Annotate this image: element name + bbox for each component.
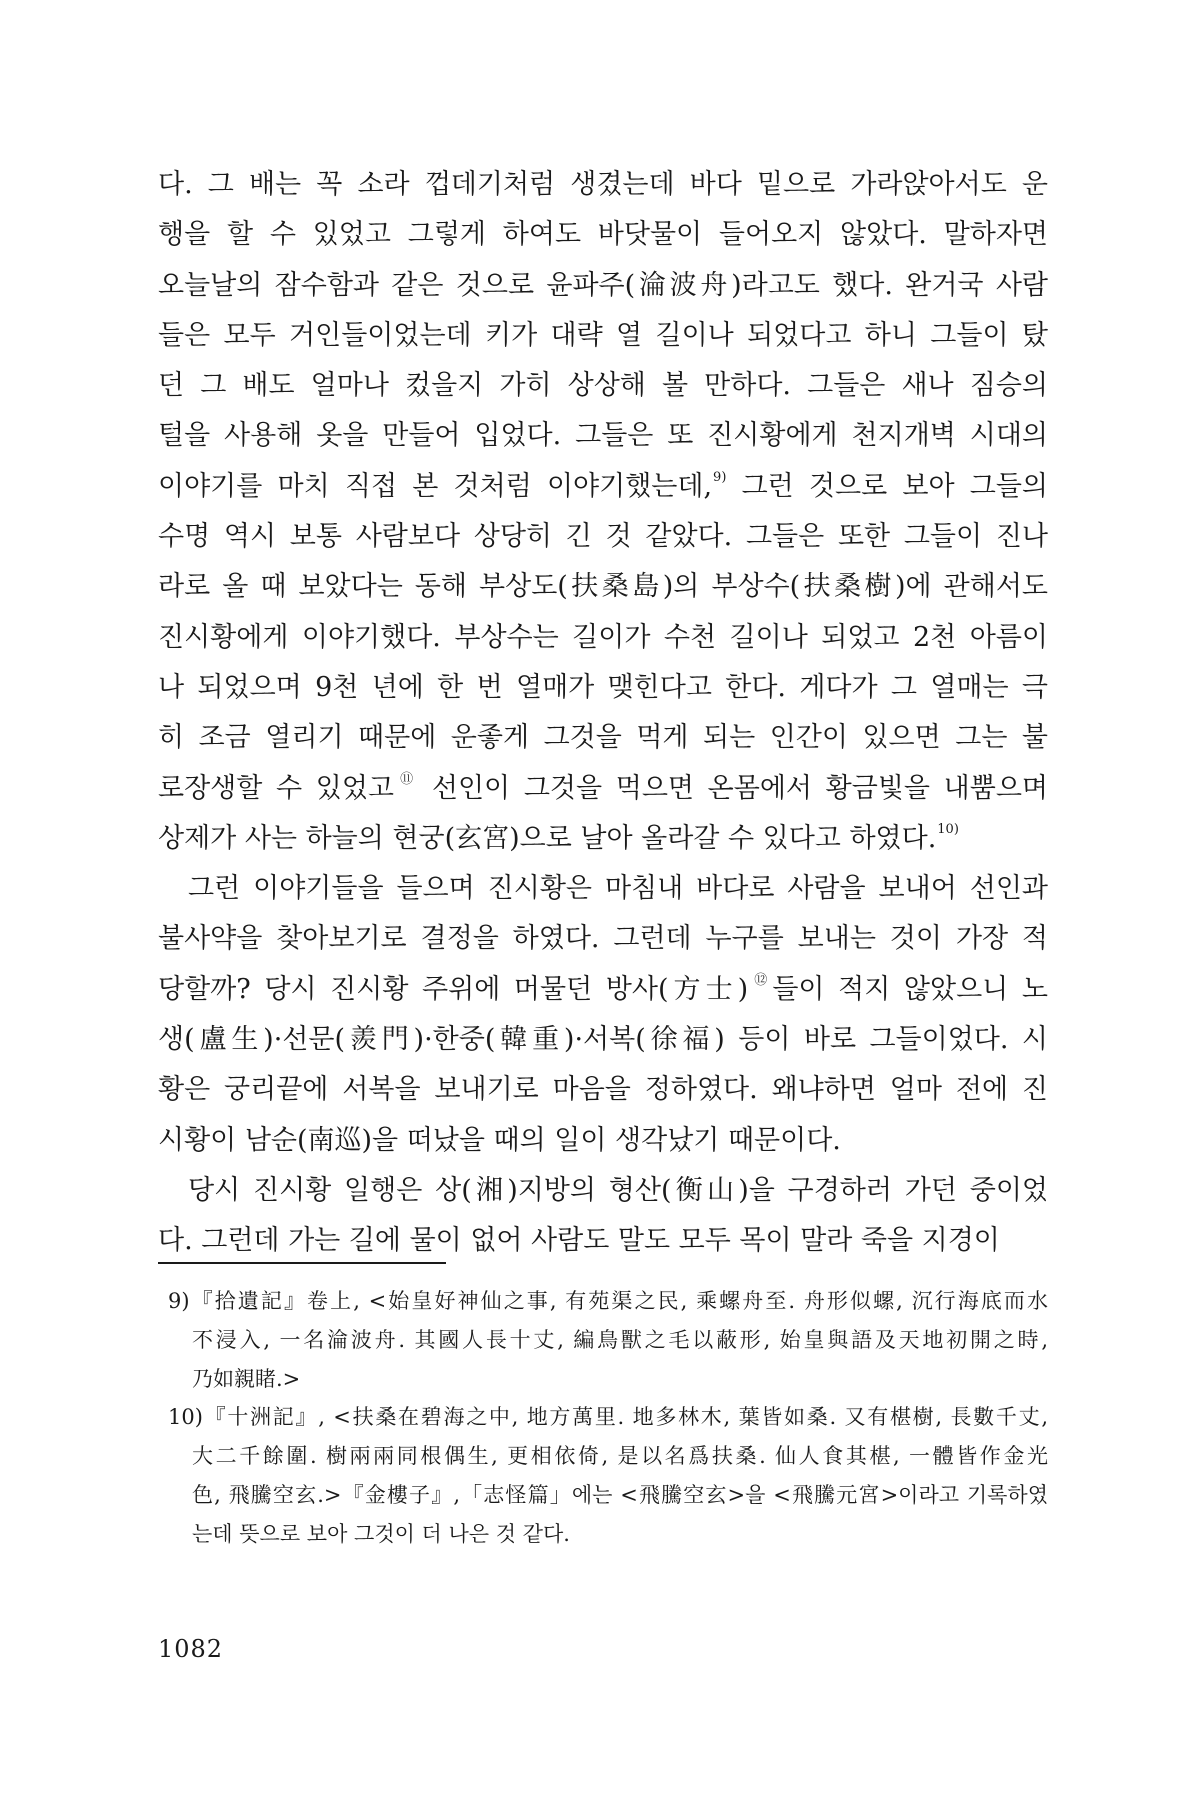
- footnote-line: 9)『拾遺記』卷上, <始皇好神仙之事, 有苑渠之民, 乘螺舟至. 舟形似螺, 沉行海底而水: [168, 1289, 1048, 1313]
- footnote: [158, 1398, 1048, 1553]
- text-line: 당시 진시황 일행은 상(湘)지방의 형산(衡山)을 구경하러 가던 중이었: [188, 1174, 1048, 1206]
- text-segment: 당할까? 당시 진시황 주위에 머물던 방사(方士): [158, 973, 749, 1005]
- text-line: 오늘날의 잠수함과 같은 것으로 윤파주(淪波舟)라고도 했다. 완거국 사람: [158, 269, 1048, 301]
- text-segment: 선인이 그것을 먹으면 온몸에서 황금빛을 내뿜으며: [418, 772, 1048, 804]
- footnotes: [158, 1282, 1048, 1554]
- body-text: [158, 160, 1048, 1267]
- text-line: 생(盧生)·선문(羨門)·한중(韓重)·서복(徐福) 등이 바로 그들이었다. 시: [158, 1024, 1048, 1056]
- text-line: 행을 할 수 있었고 그렇게 하여도 바닷물이 들어오지 않았다. 말하자면: [158, 219, 1048, 251]
- text-line: 나 되었으며 9천 년에 한 번 열매가 맺힌다고 한다. 게다가 그 열매는 극: [158, 671, 1048, 703]
- text-segment: 로장생할 수 있었고: [158, 772, 395, 804]
- footnote-line: 乃如親睹.>: [192, 1366, 301, 1391]
- text-line: 불사약을 찾아보기로 결정을 하였다. 그런데 누구를 보내는 것이 가장 적: [158, 923, 1048, 955]
- text-line: [158, 462, 1048, 512]
- text-segment: 들이 적지 않았으니 노: [772, 973, 1048, 1005]
- text-segment: 이야기를 마치 직접 본 것처럼 이야기했는데,: [158, 470, 713, 502]
- footnote-marker: 9): [713, 469, 727, 485]
- text-line: 수명 역시 보통 사람보다 상당히 긴 것 같았다. 그들은 또한 그들이 진나: [158, 521, 1048, 553]
- footnote-marker: ⑪: [395, 771, 419, 787]
- text-line: 시황이 남순(南巡)을 떠났을 때의 일이 생각났기 때문이다.: [158, 1124, 841, 1156]
- footnote-separator: [158, 1262, 446, 1264]
- text-line: [158, 814, 1048, 864]
- page-number: 1082: [158, 1635, 224, 1663]
- footnote: [158, 1282, 1048, 1398]
- text-line: [158, 965, 1048, 1015]
- text-line: 던 그 배도 얼마나 컸을지 가히 상상해 볼 만하다. 그들은 새나 짐승의: [158, 370, 1048, 402]
- footnote-line: 不浸入, 一名淪波舟. 其國人長十丈, 編鳥獸之毛以蔽形, 始皇與語及天地初開之時,: [192, 1327, 1048, 1352]
- footnote-line: 色, 飛騰空玄.>『金樓子』,「志怪篇」에는 <飛騰空玄>을 <飛騰元宮>이라고 기록하였: [192, 1482, 1048, 1507]
- footnote-line: 10)『十洲記』, <扶桑在碧海之中, 地方萬里. 地多林木, 葉皆如桑. 又有椹樹, 長數千丈,: [168, 1405, 1048, 1430]
- text-line: 라로 올 때 보았다는 동해 부상도(扶桑島)의 부상수(扶桑樹)에 관해서도: [158, 571, 1048, 603]
- footnote-marker: 10): [937, 821, 959, 837]
- footnote-line: 는데 뜻으로 보아 그것이 더 나은 것 같다.: [192, 1521, 570, 1546]
- text-line: 다. 그런데 가는 길에 물이 없어 사람도 말도 모두 목이 말라 죽을 지경이: [158, 1225, 1000, 1257]
- text-line: 히 조금 열리기 때문에 운좋게 그것을 먹게 되는 인간이 있으면 그는 불: [158, 722, 1048, 754]
- footnote-line: 大二千餘圍. 樹兩兩同根偶生, 更相依倚, 是以名爲扶桑. 仙人食其椹, 一體皆作金光: [192, 1444, 1048, 1469]
- text-line: 황은 궁리끝에 서복을 보내기로 마음을 정하였다. 왜냐하면 얼마 전에 진: [158, 1074, 1048, 1106]
- text-line: 다. 그 배는 꼭 소라 껍데기처럼 생겼는데 바다 밑으로 가라앉아서도 운: [158, 169, 1048, 200]
- text-line: [158, 764, 1048, 814]
- text-line: 그런 이야기들을 들으며 진시황은 마침내 바다로 사람을 보내어 선인과: [188, 873, 1048, 905]
- footnote-marker: ⑫: [749, 972, 773, 988]
- text-line: 진시황에게 이야기했다. 부상수는 길이가 수천 길이나 되었고 2천 아름이: [158, 621, 1048, 653]
- text-line: 들은 모두 거인들이었는데 키가 대략 열 길이나 되었다고 하니 그들이 탔: [158, 319, 1048, 351]
- text-line: 털을 사용해 옷을 만들어 입었다. 그들은 또 진시황에게 천지개벽 시대의: [158, 420, 1048, 452]
- text-segment: 그런 것으로 보아 그들의: [726, 470, 1048, 502]
- text-segment: 상제가 사는 하늘의 현궁(玄宮)으로 날아 올라갈 수 있다고 하였다.: [158, 822, 937, 854]
